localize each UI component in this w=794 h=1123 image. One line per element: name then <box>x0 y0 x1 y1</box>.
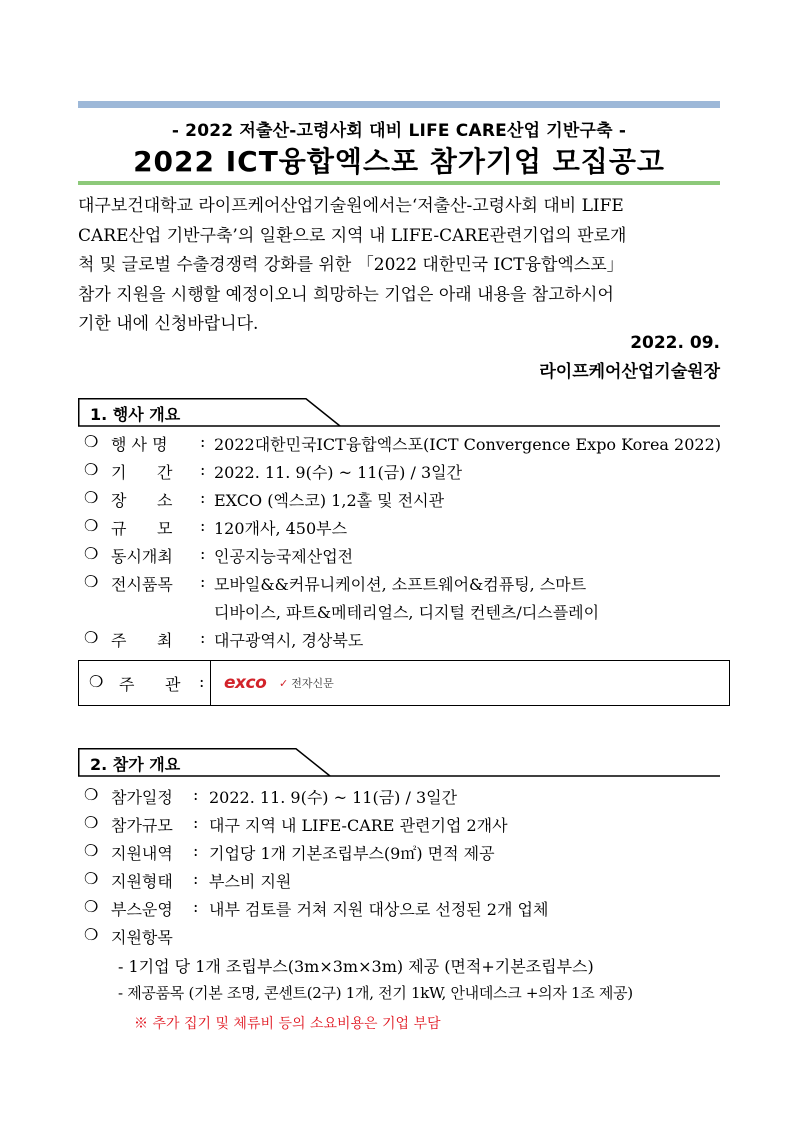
bullet-icon: ❍ <box>84 841 99 860</box>
intro-paragraph <box>78 192 720 340</box>
section-2-heading <box>78 748 720 776</box>
bullet-icon: ❍ <box>84 925 99 944</box>
section-1-heading <box>78 398 720 426</box>
row-colon: : <box>193 869 199 888</box>
row-value: 120개사, 450부스 <box>214 519 348 538</box>
row-value: 디바이스, 파트&메테리얼스, 디지털 컨텐츠/디스플레이 <box>214 603 600 622</box>
header-top-bar <box>78 101 720 108</box>
row-colon: : <box>200 432 206 451</box>
row-label: 지원형태 <box>111 872 173 891</box>
notice-date: 2022. 09. <box>630 333 720 353</box>
section-2-title: 2. 참가 개요 <box>90 755 181 774</box>
bullet-icon: ❍ <box>89 672 104 691</box>
etnews-logo <box>279 675 334 691</box>
row-value: EXCO (엑스코) 1,2홀 및 전시관 <box>214 491 445 510</box>
header-bottom-bar <box>78 181 720 185</box>
row-colon: : <box>200 628 206 647</box>
row-label: 행 사 명 <box>111 435 168 454</box>
page-title: 2022 ICT융합엑스포 참가기업 모집공고 <box>133 145 665 178</box>
row-label: 주 최 <box>111 631 173 650</box>
notice-organization: 라이프케어산업기술원장 <box>539 362 720 382</box>
host-divider <box>210 661 211 705</box>
row-value: 2022. 11. 9(수) ~ 11(금) / 3일간 <box>209 788 458 807</box>
row-value: 대구광역시, 경상북도 <box>214 631 364 650</box>
row-label: 부스운영 <box>111 900 173 919</box>
sub-item: - 1기업 당 1개 조립부스(3m×3m×3m) 제공 (면적+기본조립부스) <box>118 957 594 976</box>
bullet-icon: ❍ <box>84 628 99 647</box>
cost-note: ※ 추가 집기 및 체류비 등의 소요비용은 기업 부담 <box>134 1016 441 1032</box>
bullet-icon: ❍ <box>84 432 99 451</box>
exco-logo: exco <box>224 673 267 693</box>
row-value: 대구 지역 내 LIFE-CARE 관련기업 2개사 <box>209 816 508 835</box>
intro-line: 기한 내에 신청바랍니다. <box>78 314 259 334</box>
row-colon: : <box>193 897 199 916</box>
row-colon: : <box>200 572 206 591</box>
row-label: 지원항목 <box>111 928 173 947</box>
row-colon: : <box>200 544 206 563</box>
intro-line: CARE산업 기반구축’의 일환으로 지역 내 LIFE-CARE관련기업의 판로개 <box>78 225 627 246</box>
etnews-mark-icon: ✓ <box>279 677 289 690</box>
row-label: 참가일정 <box>111 788 173 807</box>
intro-line: 척 및 글로벌 수출경쟁력 강화를 위한 「2022 대한민국 ICT융합엑스포」 <box>78 255 624 275</box>
row-label: 지원내역 <box>111 844 173 863</box>
bullet-icon: ❍ <box>84 516 99 535</box>
sub-item: - 제공품목 (기본 조명, 콘센트(2구) 1개, 전기 1kW, 안내데스크 +의자 1조 제공) <box>118 984 633 1002</box>
row-colon: : <box>193 841 199 860</box>
row-value: 인공지능국제산업전 <box>214 547 354 566</box>
section-1-title: 1. 행사 개요 <box>90 405 181 424</box>
row-label: 장 소 <box>111 491 173 510</box>
row-value: 모바일&&커뮤니케이션, 소프트웨어&컴퓨팅, 스마트 <box>214 575 587 594</box>
etnews-logo-text: 전자신문 <box>291 677 334 690</box>
row-value: 기업당 1개 기본조립부스(9㎡) 면적 제공 <box>209 844 495 863</box>
bullet-icon: ❍ <box>84 813 99 832</box>
bullet-icon: ❍ <box>84 460 99 479</box>
row-colon: : <box>200 488 206 507</box>
bullet-icon: ❍ <box>84 785 99 804</box>
host-colon: : <box>199 672 205 691</box>
bullet-icon: ❍ <box>84 869 99 888</box>
bullet-icon: ❍ <box>84 488 99 507</box>
row-label: 규 모 <box>111 519 173 538</box>
page-subtitle: - 2022 저출산-고령사회 대비 LIFE CARE산업 기반구축 - <box>171 121 627 141</box>
row-value: 부스비 지원 <box>209 872 292 891</box>
row-label: 참가규모 <box>111 816 173 835</box>
intro-line: 대구보건대학교 라이프케어산업기술원에서는‘저출산-고령사회 대비 LIFE <box>78 196 624 216</box>
host-box <box>78 660 730 706</box>
row-label: 기 간 <box>111 463 173 482</box>
row-value: 2022대한민국ICT융합엑스포(ICT Convergence Expo Korea 2022) <box>214 435 722 454</box>
row-label: 동시개최 <box>111 547 173 566</box>
row-colon: : <box>200 516 206 535</box>
row-colon: : <box>193 785 199 804</box>
bullet-icon: ❍ <box>84 572 99 591</box>
row-value: 2022. 11. 9(수) ~ 11(금) / 3일간 <box>214 463 463 482</box>
row-label: 전시품목 <box>111 575 173 594</box>
intro-line: 참가 지원을 시행할 예정이오니 희망하는 기업은 아래 내용을 참고하시어 <box>78 284 614 305</box>
bullet-icon: ❍ <box>84 544 99 563</box>
bullet-icon: ❍ <box>84 897 99 916</box>
row-value: 내부 검토를 거쳐 지원 대상으로 선정된 2개 업체 <box>209 900 549 919</box>
host-label: 주 관 <box>119 675 181 694</box>
row-colon: : <box>200 460 206 479</box>
row-colon: : <box>193 813 199 832</box>
